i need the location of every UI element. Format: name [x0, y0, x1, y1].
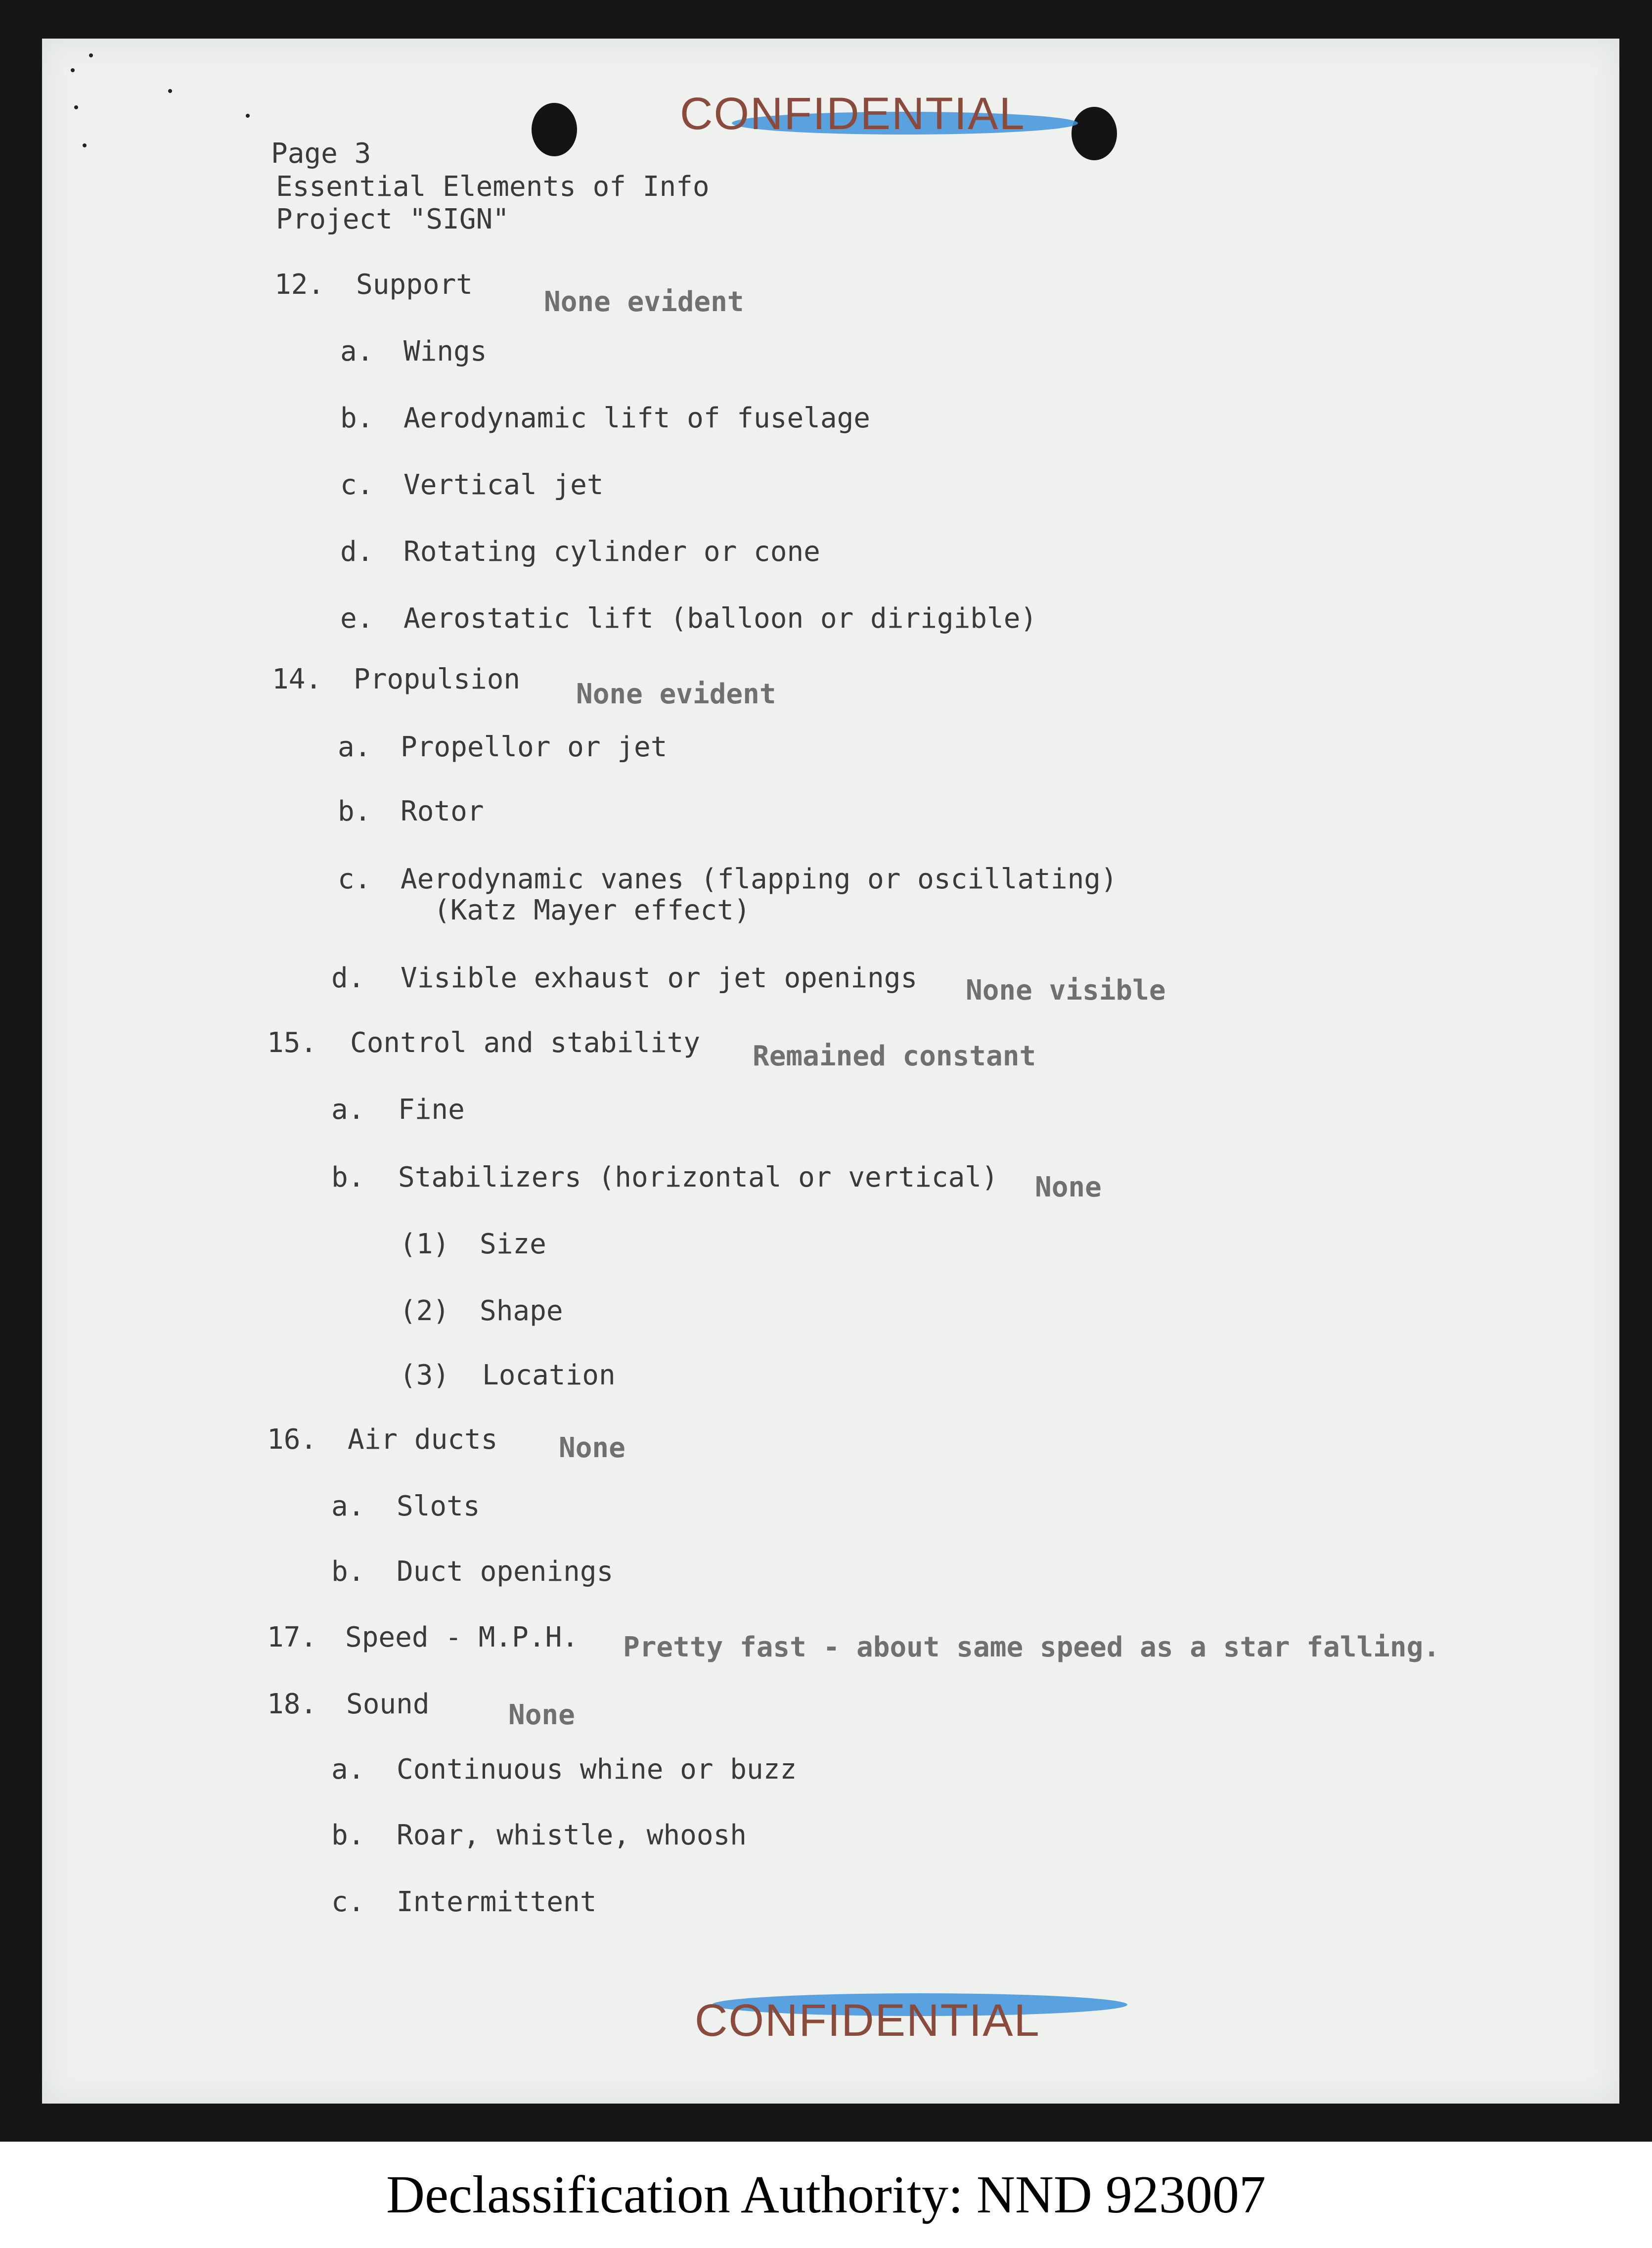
declassification-footer: Declassification Authority: NND 923007: [386, 2165, 1266, 2224]
item-number: a.: [331, 1490, 365, 1522]
item-number: 17.: [267, 1621, 317, 1653]
item-label: Wings: [403, 335, 487, 367]
paper-speck: [71, 68, 75, 72]
item-label: Vertical jet: [403, 469, 604, 501]
item-label: Duct openings: [397, 1556, 614, 1588]
item-number: a.: [338, 731, 371, 763]
item-number: a.: [340, 335, 374, 367]
item-answer: None visible: [966, 974, 1166, 1007]
item-label: Continuous whine or buzz: [397, 1753, 797, 1786]
page-number: Page 3: [271, 138, 371, 170]
item-number: 15.: [267, 1027, 317, 1059]
item-answer: None evident: [576, 678, 776, 710]
item-number: a.: [331, 1094, 365, 1126]
item-label: Rotor: [401, 795, 484, 827]
item-answer: None: [1035, 1171, 1102, 1203]
item-number: b.: [331, 1556, 365, 1588]
item-number: b.: [331, 1161, 365, 1193]
item-number: c.: [340, 469, 374, 501]
punch-hole-left: [532, 103, 577, 156]
item-label: Size: [480, 1228, 546, 1260]
item-number: (3): [400, 1359, 450, 1391]
item-number: 12.: [274, 269, 325, 301]
item-label: Visible exhaust or jet openings: [401, 962, 918, 994]
item-label: Propulsion: [354, 663, 521, 695]
item-answer: Pretty fast - about same speed as a star falling.: [623, 1631, 1440, 1663]
item-label: Slots: [397, 1490, 480, 1522]
punch-hole-right: [1072, 107, 1117, 160]
item-number: b.: [331, 1819, 365, 1851]
document-subject: Essential Elements of Info: [276, 171, 710, 203]
paper-speck: [83, 143, 87, 147]
item-number: c.: [338, 863, 371, 895]
item-label: Shape: [480, 1295, 563, 1327]
item-label: Location: [482, 1359, 616, 1391]
paper-speck: [89, 53, 93, 57]
paper-speck: [246, 114, 250, 118]
item-label: Roar, whistle, whoosh: [397, 1819, 747, 1851]
item-label: Aerodynamic lift of fuselage: [403, 402, 871, 434]
item-answer: None: [559, 1432, 625, 1464]
item-label: Speed - M.P.H.: [345, 1621, 579, 1653]
item-number: 18.: [267, 1688, 317, 1720]
document-page: [42, 39, 1619, 2104]
item-label: Aerodynamic vanes (flapping or oscillating): [401, 863, 1117, 895]
paper-speck: [74, 105, 78, 109]
item-label: Support: [356, 269, 473, 301]
item-number: 14.: [272, 663, 322, 695]
item-number: b.: [340, 402, 374, 434]
item-label: Control and stability: [350, 1027, 701, 1059]
item-label: Intermittent: [397, 1886, 597, 1918]
item-number: b.: [338, 795, 371, 827]
item-number: 16.: [267, 1423, 317, 1456]
confidential-stamp-bottom: CONFIDENTIAL: [695, 1995, 1040, 2046]
item-label-continued: (Katz Mayer effect): [434, 894, 751, 926]
item-number: d.: [331, 962, 365, 994]
item-number: e.: [340, 602, 374, 635]
item-number: d.: [340, 536, 374, 568]
item-label: Aerostatic lift (balloon or dirigible): [403, 602, 1037, 635]
confidential-stamp-top: CONFIDENTIAL: [680, 89, 1026, 139]
item-number: c.: [331, 1886, 365, 1918]
item-number: (1): [400, 1228, 450, 1260]
item-label: Fine: [398, 1094, 465, 1126]
project-name: Project "SIGN": [276, 203, 510, 235]
item-answer: Remained constant: [753, 1040, 1036, 1072]
item-label: Rotating cylinder or cone: [403, 536, 820, 568]
item-number: (2): [400, 1295, 450, 1327]
item-label: Stabilizers (horizontal or vertical): [398, 1161, 998, 1193]
item-label: Air ducts: [348, 1423, 498, 1456]
item-number: a.: [331, 1753, 365, 1786]
item-answer: None: [508, 1699, 575, 1731]
item-label: Sound: [346, 1688, 430, 1720]
paper-speck: [168, 89, 172, 93]
item-label: Propellor or jet: [401, 731, 668, 763]
item-answer: None evident: [544, 286, 744, 318]
